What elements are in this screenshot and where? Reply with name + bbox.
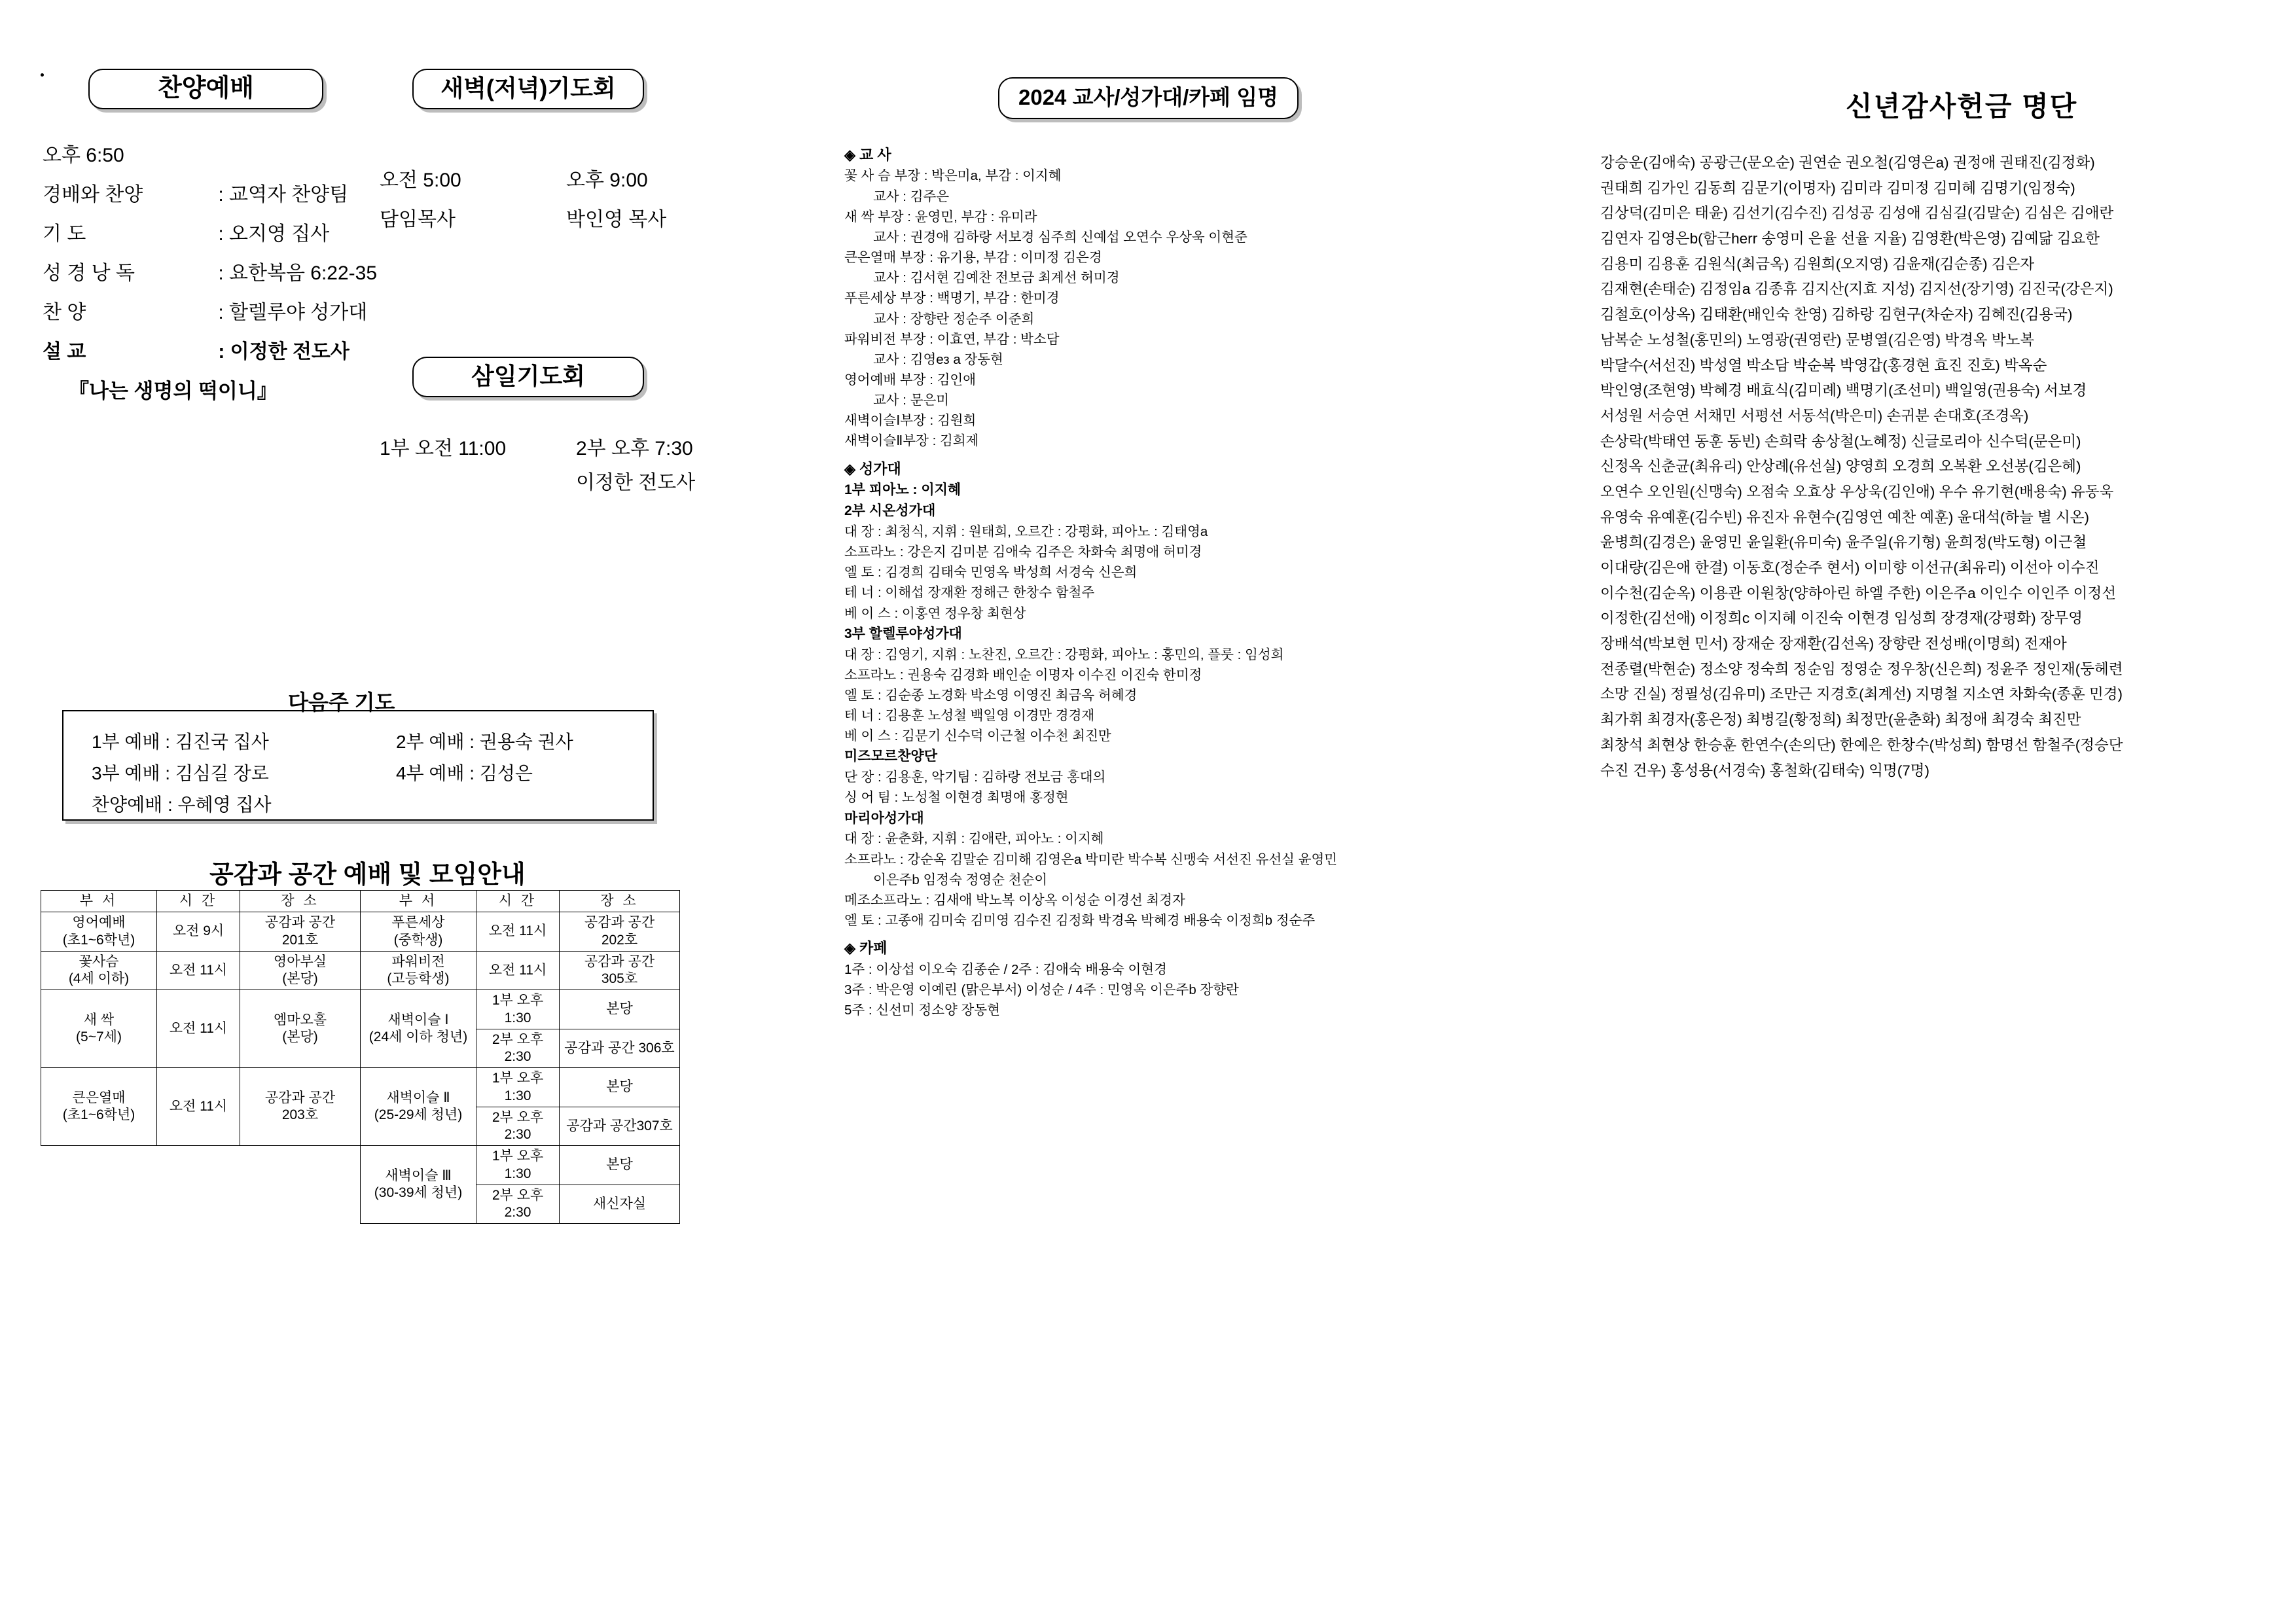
gonggam-table-title: 공감과 공간 예배 및 모임안내 (209, 861, 526, 889)
cell-line: 푸른세상 (391, 915, 445, 931)
appointments-line: 꽃 사 슴 부장 : 박은미a, 부감 : 이지혜 (844, 168, 1062, 184)
appointments-line: 교사 : 장향란 정순주 이준희 (873, 311, 1035, 327)
cell-line: 305호 (601, 971, 638, 986)
appointments-line: 새 싹 부장 : 윤영민, 부감 : 유미라 (844, 209, 1037, 224)
cell-line: (중학생) (393, 932, 443, 948)
appointments-section-heading: ◈ 성가대 (844, 460, 901, 477)
appointments-line: 소프라노 : 강은지 김미분 김애숙 김주은 차화숙 최명애 허미경 (844, 544, 1202, 560)
praise-row-1-label: 경배와 찬양 (43, 184, 143, 205)
donation-line: 윤병희(김경은) 윤영민 윤일환(유미숙) 윤주일(유기형) 윤희정(박도형) 이근철 (1600, 534, 2087, 551)
praise-service-title: 찬양예배 (88, 69, 323, 109)
table-row (41, 1146, 680, 1185)
col-dept-left: 부 서 (41, 891, 157, 912)
appointments-line: 영어예배 부장 : 김인애 (844, 372, 977, 387)
appointments-line: 엘 토 : 김경희 김태숙 민영옥 박성희 서경숙 신은희 (844, 565, 1138, 580)
praise-row-5 (43, 335, 350, 364)
col-time-right: 시 간 (476, 891, 560, 912)
praise-row-1-sep: : (218, 184, 230, 205)
next-week-row-1-left: 3부 예배 : 김심길 장로 (92, 763, 269, 783)
cell-line: 파워비전 (391, 954, 445, 969)
donation-line: 김상덕(김미은 태윤) 김선기(김수진) 김성공 김성애 김심길(김말순) 김심은 김애란 (1600, 205, 2114, 222)
cell-line: 공감과 공간 (264, 1090, 336, 1105)
donations-title: 신년감사헌금 명단 (1846, 91, 2078, 122)
next-week-prayer-title: 다음주 기도 (288, 690, 395, 714)
praise-time: 오후 6:50 (43, 145, 124, 166)
donation-line: 장배석(박보현 민서) 장재순 장재환(김선옥) 장향란 전성배(이명희) 전재아 (1600, 635, 2067, 652)
donation-line: 이정한(김선애) 이정희c 이지혜 이진숙 이현경 임성희 장경재(강평화) 장무영 (1600, 610, 2083, 627)
donation-line: 이수천(김순옥) 이용관 이원창(양하아린 하엘 주한) 이은주a 이인수 이인주 이정선 (1600, 584, 2117, 601)
cell-line: 1부 오후 1:30 (492, 1071, 544, 1103)
next-week-row-0-left: 1부 예배 : 김진국 집사 (92, 732, 269, 752)
wed-row-0-right: 2부 오후 7:30 (576, 438, 693, 459)
appointments-title: 2024 교사/성가대/카페 임명 (998, 77, 1299, 119)
appointments-line: 교사 : 김영ез a 장동현 (873, 351, 1003, 367)
donation-line: 오연수 오인원(신맹숙) 오점숙 오효상 우상욱(김인애) 우수 유기현(배용숙) 유동욱 (1600, 483, 2114, 500)
appointments-line: 3부 할렐루야성가대 (844, 626, 962, 641)
cell-line: 본당 (606, 1079, 633, 1095)
appointments-line: 교사 : 권경애 김하랑 서보경 심주희 신예섭 오연수 우상욱 이현준 (873, 229, 1247, 245)
appointments-line: 미즈모르찬양단 (844, 749, 938, 764)
cell-line: (30-39세 청년) (374, 1185, 463, 1201)
wed-service-title: 삼일기도회 (412, 357, 644, 397)
cell-line: 본당 (606, 1157, 633, 1173)
cell-line: 오전 9시 (172, 923, 224, 939)
cell-line: (본당) (282, 1029, 318, 1045)
praise-row-4 (43, 296, 367, 325)
praise-row-4-label: 찬 양 (43, 302, 86, 323)
donation-line: 서성원 서승연 서채민 서평선 서동석(박은미) 손귀분 손대호(조경옥) (1600, 407, 2029, 424)
appointments-line: 교사 : 문은미 (873, 393, 950, 408)
cell-line: 공감과 공간 306호 (564, 1040, 675, 1056)
cell-line: 엠마오홀 (273, 1012, 327, 1027)
appointments-line: 메조소프라노 : 김새애 박노복 이상옥 이성순 이경선 최경자 (844, 892, 1185, 908)
donation-line: 최가휘 최경자(홍은정) 최병길(황정희) 최정만(윤춘화) 최정애 최경숙 최진만 (1600, 711, 2081, 728)
donation-line: 남복순 노성철(홍민의) 노영광(권영란) 문병열(김은영) 박경옥 박노복 (1600, 331, 2035, 348)
donation-line: 박달수(서선진) 박성열 박소담 박순복 박영갑(홍경현 효진 진호) 박옥순 (1600, 357, 2047, 374)
donation-line: 김연자 김영은b(함근herr 송영미 은율 선율 지율) 김영환(박은영) 김예닮 김요한 (1600, 230, 2100, 247)
table-row (41, 951, 680, 990)
donation-line: 수진 건우) 홍성용(서경숙) 홍철화(김태숙) 익명(7명) (1600, 762, 1929, 779)
col-place-right: 장 소 (560, 891, 680, 912)
appointments-line: 소프라노 : 권용숙 김경화 배인순 이명자 이수진 이진숙 한미정 (844, 667, 1202, 683)
appointments-line: 파워비전 부장 : 이효연, 부감 : 박소담 (844, 331, 1060, 347)
donation-line: 강승운(김애숙) 공광근(문오순) 권연순 권오철(김영은a) 권정애 권태진(김정화) (1600, 154, 2095, 171)
table-row (41, 990, 680, 1029)
praise-row-5-label: 설 교 (43, 341, 86, 363)
cell-line: 오전 11시 (488, 923, 547, 939)
dawn-row-1-right: 박인영 목사 (566, 209, 667, 230)
cell-line: 1부 오후 1:30 (492, 993, 544, 1026)
cell-line: 공감과 공간 (584, 954, 655, 969)
praise-row-2 (43, 217, 329, 246)
cell-line: 오전 11시 (488, 962, 547, 978)
dawn-service-title: 새벽(저녁)기도회 (412, 69, 644, 109)
cell-line: 새벽이슬 Ⅰ (387, 1012, 449, 1027)
appointments-line: 2부 시온성가대 (844, 503, 936, 518)
cell-line: 영어예배 (72, 915, 126, 931)
appointments-line: 이은주b 임정숙 정영순 천순이 (873, 872, 1048, 887)
appointments-line: 소프라노 : 강순옥 김말순 김미해 김영은a 박미란 박수복 신맹숙 서선진 유선실 윤영민 (844, 851, 1338, 867)
donation-line: 소망 진실) 정필성(김유미) 조만근 지경호(최계선) 지명철 지소연 차화숙(종훈 민경) (1600, 686, 2123, 703)
decorative-dot (41, 73, 44, 77)
next-week-row-0-right: 2부 예배 : 권용숙 권사 (396, 732, 573, 752)
donation-line: 신정옥 신춘균(최유리) 안상례(유선실) 양영희 오경희 오복환 오선봉(김은혜) (1600, 458, 2081, 475)
appointments-line: 5주 : 신선미 정소양 장동현 (844, 1003, 1000, 1018)
cell-line: 2부 오후 2:30 (492, 1031, 544, 1064)
cell-line: 새신자실 (592, 1196, 647, 1211)
cell-line: 1부 오후 1:30 (492, 1149, 544, 1181)
table-header-row (41, 891, 680, 912)
cell-line: (초1~6학년) (62, 932, 135, 948)
gonggam-table (41, 890, 680, 1224)
cell-line: 공감과 공간 (264, 915, 336, 931)
praise-row-3-value: 요한복음 6:22-35 (229, 262, 378, 284)
cell-line: 오전 11시 (169, 1021, 228, 1037)
appointments-section-heading: ◈ 카페 (844, 940, 888, 957)
appointments-line: 엘 토 : 고종애 김미숙 김미영 김수진 김정화 박경옥 박혜경 배용숙 이정희b 정순주 (844, 913, 1316, 929)
cell-line: 큰은열매 (72, 1090, 126, 1105)
appointments-body (844, 137, 1597, 1020)
praise-row-1 (43, 178, 348, 207)
table-row (41, 912, 680, 952)
cell-line: (4세 이하) (68, 971, 130, 986)
dawn-row-1-left: 담임목사 (380, 209, 456, 230)
appointments-line: 싱 어 팀 : 노성철 이현경 최명애 홍정현 (844, 790, 1069, 806)
cell-line: 본당 (606, 1001, 633, 1017)
praise-row-4-value: 할렐루야 성가대 (229, 302, 368, 323)
cell-line: 공감과 공간 (584, 915, 655, 931)
donation-line: 전종렬(박현순) 정소양 정숙희 정순임 정영순 정우창(신은희) 정윤주 정인재(둥헤련 (1600, 660, 2123, 677)
cell-line: 2부 오후 2:30 (492, 1187, 544, 1220)
sermon-title: 『나는 생명의 떡이니』 (69, 380, 278, 402)
cell-line: 꽃사슴 (79, 954, 119, 969)
praise-row-3 (43, 257, 377, 285)
donation-line: 유영숙 유예훈(김수빈) 유진자 유현수(김영연 예찬 예훈) 윤대석(하늘 별 시온) (1600, 508, 2090, 526)
table-row (41, 1068, 680, 1107)
praise-row-3-sep: : (218, 262, 230, 284)
cell-line: 공감과 공간307호 (566, 1118, 673, 1133)
praise-row-5-sep: : (218, 341, 230, 363)
dawn-row-0-left: 오전 5:00 (380, 169, 461, 191)
appointments-line: 대 장 : 김영기, 지휘 : 노찬진, 오르간 : 강평화, 피아노 : 홍민의, 플룻 : 임성희 (844, 647, 1284, 662)
appointments-line: 대 장 : 최청식, 지휘 : 원태희, 오르간 : 강평화, 피아노 : 김태영a (844, 524, 1208, 539)
wed-row-0-left: 1부 오전 11:00 (380, 438, 507, 459)
dawn-row-0-right: 오후 9:00 (566, 169, 648, 191)
cell-line: (본당) (282, 971, 318, 986)
cell-line: (25-29세 청년) (374, 1107, 463, 1123)
wed-row-1-right: 이정한 전도사 (576, 472, 696, 493)
praise-row-3-label: 성 경 낭 독 (43, 262, 135, 284)
appointments-line: 큰은열매 부장 : 유기용, 부감 : 이미정 김은경 (844, 250, 1102, 266)
cell-line: (5~7세) (76, 1029, 122, 1045)
cell-line: 오전 11시 (169, 962, 228, 978)
col-dept-right: 부 서 (361, 891, 476, 912)
appointments-line: 엘 토 : 김순종 노경화 박소영 이영진 최금옥 허혜경 (844, 687, 1138, 703)
cell-line: 201호 (281, 932, 319, 948)
appointments-section-heading: ◈ 교 사 (844, 147, 891, 163)
col-place-left: 장 소 (240, 891, 361, 912)
cell-line: 202호 (601, 932, 638, 948)
donation-line: 김철호(이상옥) 김태환(배인숙 찬영) 김하랑 김현구(차순자) 김혜진(김용국) (1600, 306, 2073, 323)
appointments-line: 대 장 : 윤춘화, 지휘 : 김애란, 피아노 : 이지혜 (844, 831, 1104, 847)
appointments-line: 베 이 스 : 김문기 신수덕 이근철 이수천 최진만 (844, 728, 1111, 744)
appointments-line: 새벽이슬Ⅱ부장 : 김희제 (844, 433, 979, 449)
cell-line: (초1~6학년) (62, 1107, 135, 1123)
donation-line: 이대량(김은애 한결) 이동호(정순주 현서) 이미향 이선규(최유리) 이선아 이수진 (1600, 560, 2100, 576)
appointments-line: 테 너 : 이해섭 장재환 정해근 한창수 함철주 (844, 585, 1095, 601)
praise-row-2-label: 기 도 (43, 223, 86, 245)
donation-line: 김용미 김용훈 김원식(최금옥) 김원희(오지영) 김윤재(김순종) 김은자 (1600, 255, 2035, 272)
appointments-line: 1주 : 이상섭 이오숙 김종순 / 2주 : 김애숙 배용숙 이현경 (844, 961, 1167, 977)
appointments-line: 교사 : 김서현 김예찬 전보금 최계선 허미경 (873, 270, 1120, 286)
praise-row-1-value: 교역자 찬양팀 (229, 184, 349, 205)
donations-list (1600, 151, 2268, 783)
cell-line: 2부 오후 2:30 (492, 1109, 544, 1142)
praise-row-4-sep: : (218, 302, 230, 323)
next-week-row-2-left: 찬양예배 : 우혜영 집사 (92, 794, 272, 815)
col-time-left: 시 간 (157, 891, 240, 912)
appointments-line: 교사 : 김주은 (873, 188, 950, 204)
next-week-row-1-right: 4부 예배 : 김성은 (396, 763, 533, 783)
cell-line: 영아부실 (273, 954, 327, 969)
donation-line: 박인영(조현영) 박혜경 배효식(김미례) 백명기(조선미) 백일영(권용숙) 서보경 (1600, 382, 2087, 399)
appointments-line: 베 이 스 : 이홍연 정우창 최현상 (844, 605, 1026, 621)
donation-line: 최창석 최현상 한승훈 한연수(손의단) 한예은 한창수(박성희) 함명선 함철주(정승단 (1600, 736, 2123, 753)
cell-line: 새 싹 (83, 1012, 115, 1027)
appointments-line: 3주 : 박은영 이예린 (맑은부서) 이성순 / 4주 : 민영옥 이은주b 장향란 (844, 982, 1239, 997)
appointments-line: 단 장 : 김용훈, 악기팀 : 김하랑 전보금 홍대의 (844, 770, 1106, 785)
cell-line: (24세 이하 청년) (368, 1029, 468, 1045)
appointments-line: 1부 피아노 : 이지혜 (844, 482, 961, 498)
praise-row-2-sep: : (218, 223, 230, 245)
cell-line: 새벽이슬 Ⅱ (386, 1090, 450, 1105)
cell-line: 오전 11시 (169, 1099, 228, 1115)
donation-line: 권태희 김가인 김동희 김문기(이명자) 김미라 김미정 김미혜 김명기(임정숙) (1600, 179, 2075, 196)
appointments-line: 푸른세상 부장 : 백명기, 부감 : 한미경 (844, 291, 1060, 306)
praise-row-5-value: 이정한 전도사 (230, 341, 350, 363)
cell-line: (고등학생) (387, 971, 450, 986)
cell-line: 새벽이슬 Ⅲ (385, 1168, 452, 1183)
donation-line: 김재현(손태순) 김정임a 김종휴 김지산(지효 지성) 김지선(장기영) 김진국(강은지) (1600, 281, 2113, 298)
appointments-line: 마리아성가대 (844, 810, 924, 826)
empty-cell (41, 1146, 361, 1224)
praise-row-2-value: 오지영 집사 (229, 223, 330, 245)
appointments-line: 새벽이슬Ⅰ부장 : 김원희 (844, 413, 977, 429)
cell-line: 203호 (281, 1107, 319, 1123)
donation-line: 손상락(박태연 동훈 동빈) 손희락 송상철(노혜정) 신글로리아 신수덕(문은미) (1600, 433, 2081, 450)
appointments-line: 테 너 : 김용훈 노성철 백일영 이경만 경경재 (844, 708, 1095, 724)
